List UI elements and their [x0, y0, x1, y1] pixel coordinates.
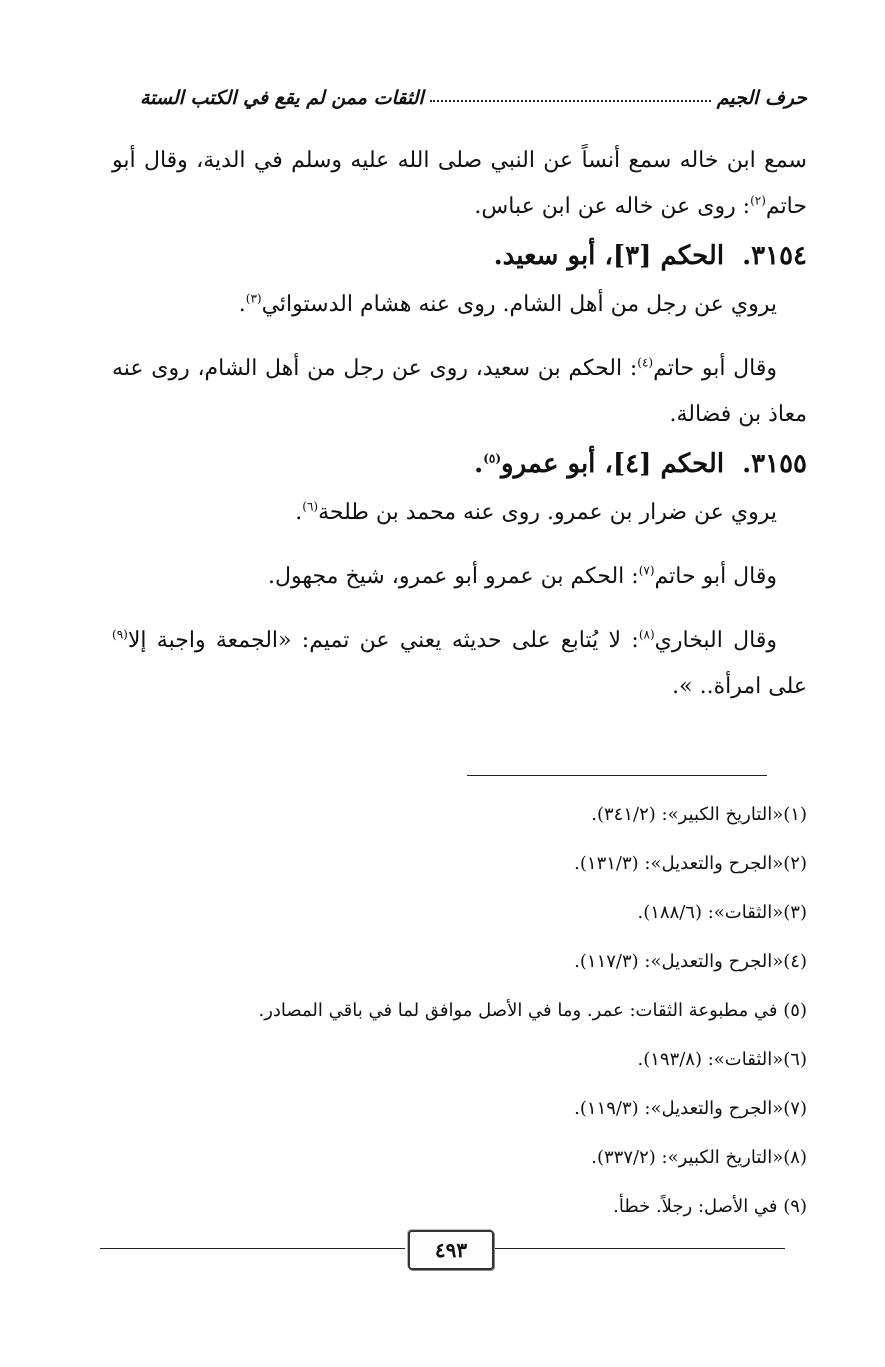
header-chapter: حرف الجيم: [716, 87, 807, 109]
footnote-2: (٢)«الجرح والتعديل»: (١٣١/٣).: [574, 853, 807, 874]
page-number: ٤٩٣: [408, 1230, 494, 1270]
paragraph-text: : روى عن خاله عن ابن عباس.: [474, 194, 751, 219]
paragraph-text: : لا يُتابع على حديثه يعني عن تميم: «الجمعة واجبة إلا: [127, 628, 639, 653]
footnote-ref: (٤): [637, 355, 654, 370]
header-dot-leader: [430, 100, 711, 102]
footnote-8: (٨)«التاريخ الكبير»: (٣٣٧/٢).: [591, 1147, 807, 1168]
main-text: [112, 138, 807, 710]
paragraph-text: وقال البخاري: [654, 628, 777, 653]
paragraph-text: : الحكم بن عمرو أبو عمرو، شيخ مجهول.: [267, 564, 639, 589]
paragraph: [112, 554, 807, 600]
footer-rule-left: [100, 1248, 405, 1249]
footnote-1: (١)«التاريخ الكبير»: (٣٤١/٢).: [591, 804, 807, 825]
footnote-6: (٦)«الثقات»: (١٩٣/٨).: [637, 1049, 807, 1070]
paragraph-text: : الحكم بن سعيد، روى عن رجل من أهل الشام، روى عنه معاذ بن فضالة.: [112, 356, 807, 427]
entry-heading-3155: [112, 438, 807, 490]
footnote-ref: (٥): [483, 451, 502, 466]
footnote-ref: (٦): [302, 499, 319, 514]
paragraph: [112, 618, 807, 710]
footnote-ref: (٣): [245, 291, 262, 306]
footnote-divider: [467, 775, 767, 776]
footnote-7: (٧)«الجرح والتعديل»: (١١٩/٣).: [574, 1098, 807, 1119]
entry-number: ٣١٥٤.: [742, 241, 807, 271]
paragraph: [112, 282, 807, 328]
entry-title-end: .: [474, 449, 484, 479]
footnote-ref: (٨): [638, 627, 655, 642]
entry-title: الحكم [٣]، أبو سعيد.: [493, 241, 725, 271]
paragraph-text: سمع ابن خاله سمع أنساً عن النبي صلى الله عليه وسلم في الدية، وقال أبو حاتم: [112, 148, 807, 219]
paragraph-text: وقال أبو حاتم: [654, 564, 777, 589]
paragraph-text: يروي عن رجل من أهل الشام. روى عنه هشام الدستوائي: [261, 292, 777, 317]
paragraph-text: وقال أبو حاتم: [653, 356, 777, 381]
entry-title: الحكم [٤]، أبو عمرو: [501, 449, 725, 479]
footnote-4: (٤)«الجرح والتعديل»: (١١٧/٣).: [574, 951, 807, 972]
paragraph: [112, 490, 807, 536]
entry-heading-3154: [112, 230, 807, 282]
footnote-3: (٣)«الثقات»: (١٨٨/٦).: [637, 902, 807, 923]
header-book-title: الثقات ممن لم يقع في الكتب الستة: [140, 87, 424, 109]
footnotes: [180, 790, 807, 1231]
paragraph: [112, 346, 807, 438]
paragraph-text: يروي عن ضرار بن عمرو. روى عنه محمد بن طلحة: [318, 500, 777, 525]
paragraph-continuation: [112, 138, 807, 230]
entry-number: ٣١٥٥.: [742, 449, 807, 479]
footnote-ref: (٩): [112, 627, 128, 642]
paragraph-text: .: [295, 500, 303, 525]
footnote-ref: (٢): [750, 193, 766, 208]
footnote-9: (٩) في الأصل: رجلاً. خطأ.: [613, 1196, 807, 1217]
footnote-ref: (٧): [638, 563, 655, 578]
running-header: [140, 72, 807, 108]
footer-rule-right: [490, 1248, 785, 1249]
footnote-5: (٥) في مطبوعة الثقات: عمر. وما في الأصل موافق لما في باقي المصادر.: [258, 1000, 807, 1021]
paragraph-text: على امرأة.. ».: [672, 674, 807, 699]
paragraph-text: .: [238, 292, 246, 317]
